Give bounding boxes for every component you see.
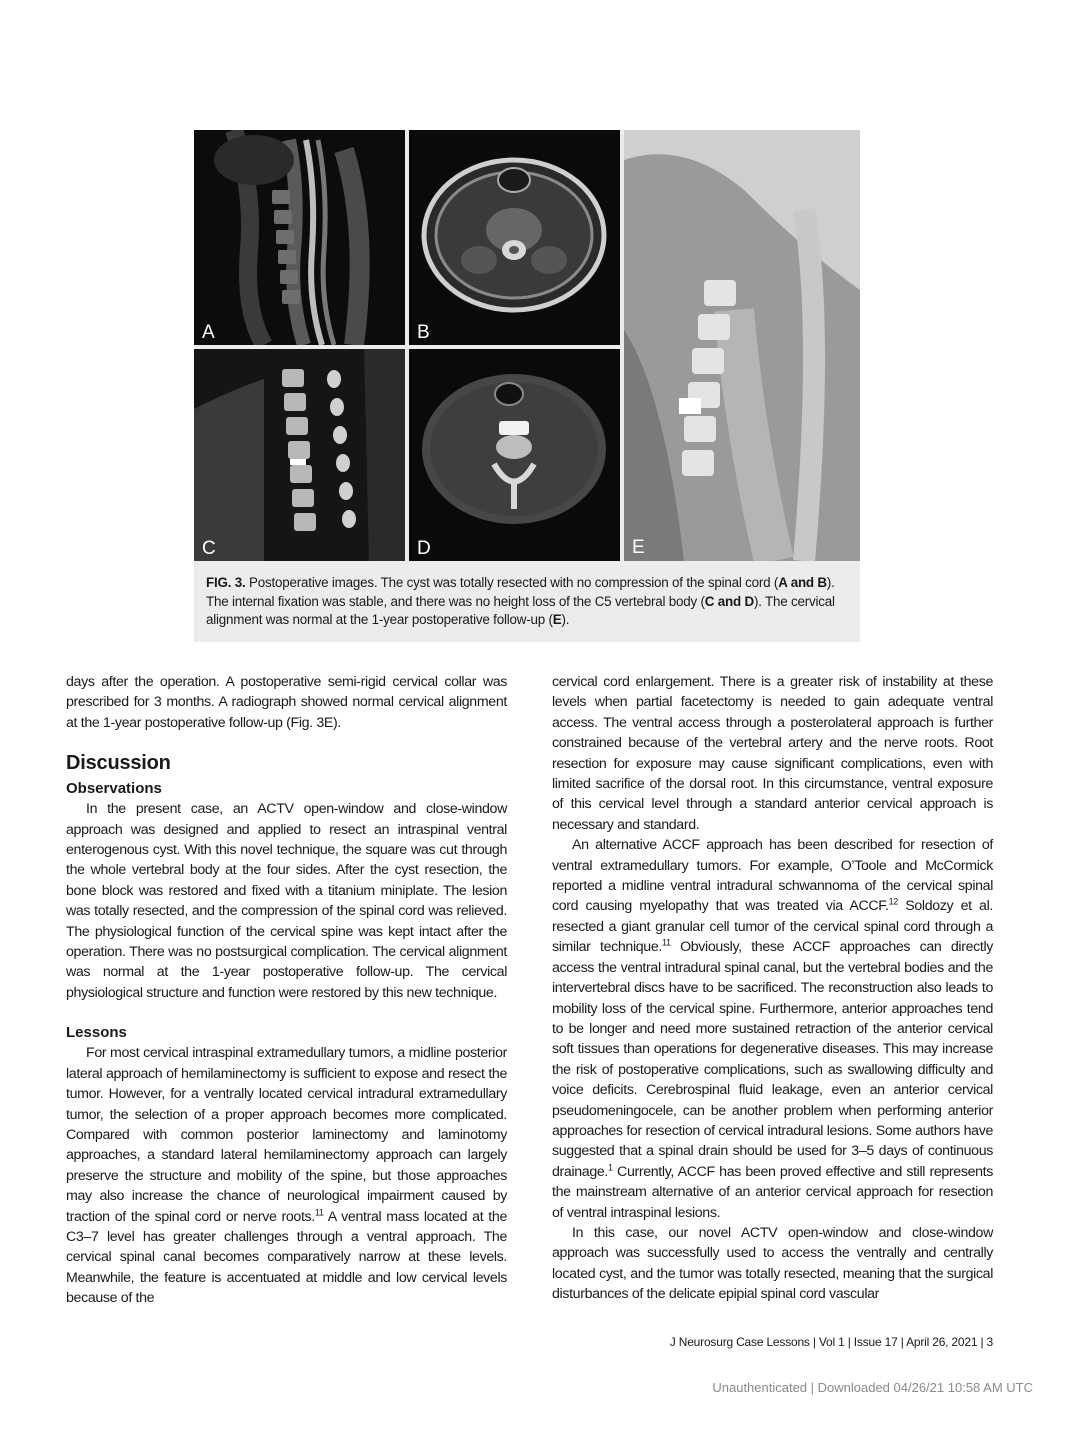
figure-3	[194, 130, 860, 642]
paragraph: cervical cord enlargement. There is a greater risk of instability at these levels when partial facetectomy is needed to gain adequate ventral access. The ventral access through a posterolateral approach is further constrained because of the vertebral artery and the nerve roots. Root resection for exposure may cause significant complications, even with limited sacrifice of the dorsal root. In this circumstance, ventral exposure of this cervical level through a standard anterior cervical approach is necessary and standard.	[552, 674, 993, 833]
ct-sagittal-image	[194, 349, 405, 561]
caption-bold: C and D	[704, 593, 754, 609]
caption-text: ). The internal fixation was stable, and there was no height loss of the C5 vertebral body (	[206, 575, 835, 609]
xray-lateral-image	[624, 130, 860, 561]
mri-axial-image	[409, 130, 620, 345]
figure-caption-label: FIG. 3.	[206, 575, 246, 590]
right-column	[552, 672, 993, 1305]
panel-label-a: A	[202, 322, 215, 343]
subheading-observations: Observations	[66, 780, 162, 798]
paragraph: In this case, our novel ACTV open-window and close-window approach was successfully used to access the ventrally and centrally located cyst, and the tumor was totally resected, meaning that the surgical disturbances of the delicate epipial spinal cord vascular	[552, 1224, 993, 1303]
paragraph-text: Obviously, these ACCF approaches can directly access the ventral intradural spinal canal, but the vertebral bodies and the intervertebral discs have to be sacrificed. The reconstruction also leads to mobility loss of the cervical spine. Furthermore, anterior approaches tend to be longer and need more sustained retraction of the anterior cervical soft tissues than operations for degenerative diseases. This may increase the risk of postoperative complications, such as swallowing difficulty and voice deficits. Cerebrospinal fluid leakage, even an anterior cervical pseudomeningocele, can be another problem when performing anterior approaches for resection of cervical intradural lesions. Some authors have suggested that a spinal drain should be used for 3–5 days of continuous drainage.	[552, 939, 994, 1180]
journal-footer: J Neurosurg Case Lessons | Vol 1 | Issue 17 | April 26, 2021 | 3	[669, 1335, 993, 1349]
download-watermark: Unauthenticated | Downloaded 04/26/21 10:58 AM UTC	[712, 1380, 1033, 1395]
paragraph-text: A ventral mass located at the C3–7 level has greater challenges through a ventral approach. The cervical spinal canal becomes comparatively narrow at these levels. Meanwhile, the feature is accentuated at middle and low cervical levels because of the	[66, 1208, 507, 1307]
paragraph-text: An alternative ACCF approach has been described for resection of ventral extramedullary tumors. For example, O’Toole and McCormick reported a midline ventral intradural schwannoma of the cervical spinal cord causing myelopathy that was treated via ACCF.	[552, 837, 993, 915]
figure-caption	[206, 574, 848, 630]
caption-text: ).	[561, 612, 570, 627]
panel-label-e: E	[632, 537, 645, 558]
mri-sagittal-image	[194, 130, 405, 345]
citation-ref: 11	[314, 1206, 324, 1217]
paragraph-text: For most cervical intraspinal extramedullary tumors, a midline posterior lateral approach of hemilaminectomy is sufficient to expose and resect the tumor. However, for a ventrally located cervical intradural extramedullary tumor, the selection of a proper approach becomes more complicated. Compared with common posterior laminectomy and laminotomy approaches, a standard lateral hemilaminectomy approach can largely preserve the structure and mobility of the spine, but those approaches may also increase the chance of neurological impairment caused by traction of the spinal cord or nerve roots.	[66, 1045, 507, 1225]
ct-axial-image	[409, 349, 620, 561]
subheading-lessons: Lessons	[66, 1024, 127, 1042]
paragraph: days after the operation. A postoperative semi-rigid cervical collar was prescribed for 3 months. A radiograph showed normal cervical alignment at the 1-year postoperative follow-up (Fig. 3E).	[66, 674, 507, 731]
panel-label-b: B	[417, 322, 430, 343]
citation-ref: 12	[888, 896, 898, 907]
figure-panel-c-sagittal-ct	[194, 349, 405, 561]
caption-bold: E	[552, 612, 562, 627]
caption-text: ). The cervical alignment was normal at the 1-year postoperative follow-up (	[206, 593, 835, 627]
citation-ref: 1	[608, 1162, 613, 1173]
paragraph	[66, 1043, 507, 1308]
figure-panel-d-axial-ct	[409, 349, 620, 561]
caption-text: Postoperative images. The cyst was totally resected with no compression of the spinal cord (	[245, 575, 779, 590]
figure-panel-e-radiograph	[624, 130, 860, 561]
panel-label-c: C	[202, 538, 216, 559]
figure-panel-b-axial-mri	[409, 130, 620, 345]
paragraph-text: Currently, ACCF has been proved effective and still represents the mainstream alternative of an anterior cervical approach for resection of ventral intraspinal lesions.	[552, 1163, 993, 1221]
left-column	[66, 672, 507, 1309]
section-heading-discussion: Discussion	[66, 752, 171, 775]
paragraph-text: Soldozy et al. resected a giant granular cell tumor of the cervical spinal cord through a similar technique.	[552, 898, 993, 956]
paragraph: In the present case, an ACTV open-window and close-window approach was designed and applied to resect an intraspinal ventral enterogenous cyst. With this novel technique, the square was cut through the whole vertebral body at the four sides. After the cyst resection, the bone block was restored and fixed with a titanium miniplate. The lesion was totally resected, and the compression of the spinal cord was relieved. The physiological function of the cervical spine was kept intact after the operation. There was no postsurgical complication. The cervical alignment was normal at the 1-year postoperative follow-up. The cervical physiological structure and function were restored by this new technique.	[66, 801, 507, 1001]
panel-label-d: D	[417, 538, 431, 559]
paragraph	[552, 835, 993, 1223]
figure-panel-a-sagittal-mri	[194, 130, 405, 345]
citation-ref: 11	[661, 937, 671, 948]
caption-bold: A and B	[778, 575, 827, 590]
